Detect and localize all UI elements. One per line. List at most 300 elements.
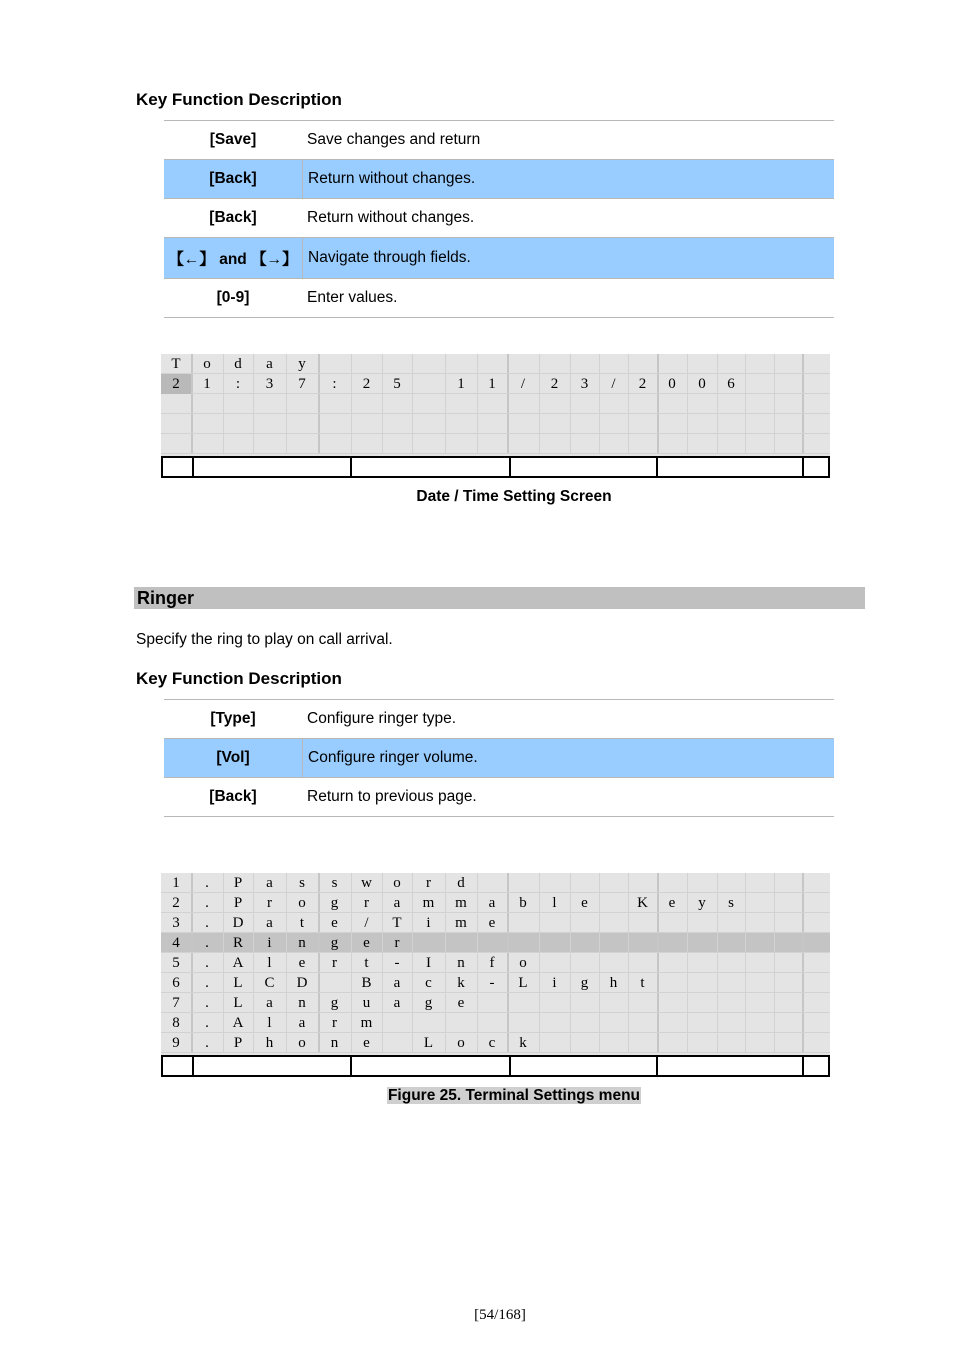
lcd-char: :	[332, 376, 337, 392]
lcd-grid-line	[570, 394, 571, 413]
lcd-grid-line	[657, 933, 659, 952]
lcd-grid-line	[570, 953, 571, 972]
lcd-char: s	[299, 875, 305, 891]
lcd-grid-line	[477, 993, 478, 1012]
lcd-grid-line	[539, 1013, 540, 1032]
lcd-char: e	[668, 895, 676, 911]
lcd-grid-line	[717, 434, 718, 453]
lcd-grid-line	[539, 434, 540, 453]
lcd-grid-line	[802, 1013, 804, 1032]
lcd-char: h	[265, 1035, 274, 1051]
lcd-grid-line	[687, 953, 688, 972]
lcd-grid-line	[774, 913, 775, 932]
lcd-grid-line	[774, 1013, 775, 1032]
page-number: [54/168]	[474, 1307, 526, 1323]
kf1-row	[164, 121, 834, 159]
lcd-char: t	[640, 975, 645, 991]
lcd-char: 7	[172, 995, 180, 1011]
lcd-grid-line	[412, 1013, 413, 1032]
lcd-char: C	[264, 975, 275, 991]
lcd-grid-line	[599, 434, 600, 453]
lcd-char: 3	[265, 376, 274, 392]
lcd-row	[161, 873, 830, 893]
lcd-grid-line	[717, 414, 718, 433]
lcd-char: m	[360, 1015, 373, 1031]
kf1-desc: Enter values.	[307, 289, 398, 306]
lcd-char: 6	[172, 975, 180, 991]
lcd-grid-line	[628, 993, 629, 1012]
lcd-char: 1	[457, 376, 465, 392]
lcd-char: :	[235, 376, 241, 392]
lcd-char: .	[205, 995, 209, 1011]
lcd-grid-line	[687, 1033, 688, 1052]
lcd-grid-line	[717, 973, 718, 992]
lcd-grid-line	[628, 873, 629, 892]
lcd-grid-line	[657, 394, 659, 413]
kf2-desc: Configure ringer volume.	[308, 749, 478, 766]
lcd-grid-line	[802, 953, 804, 972]
lcd-char: 3	[580, 376, 589, 392]
lcd-char: m	[455, 915, 467, 931]
lcd-char: T	[171, 356, 181, 372]
lcd-char: l	[267, 955, 272, 971]
lcd-char: o	[457, 1035, 465, 1051]
lcd-grid-line	[477, 414, 478, 433]
lcd-row	[161, 993, 830, 1013]
key-function-heading-1: Key Function Description	[136, 90, 342, 109]
kf2-row	[164, 738, 834, 778]
lcd-char: t	[299, 915, 305, 931]
kf1-row	[164, 279, 834, 317]
lcd-row	[161, 933, 830, 953]
date-time-lcd-screen	[161, 354, 830, 456]
lcd-char: .	[205, 895, 209, 911]
lcd-grid-line	[628, 394, 629, 413]
lcd-grid-line	[570, 354, 571, 373]
lcd-grid-line	[445, 933, 446, 952]
lcd-grid-line	[570, 993, 571, 1012]
lcd-char: a	[266, 995, 273, 1011]
lcd-grid-line	[477, 354, 478, 373]
lcd-grid-line	[570, 913, 571, 932]
lcd-char: a	[298, 1015, 306, 1031]
ringer-section-header	[134, 587, 865, 609]
lcd-char: e	[457, 995, 465, 1011]
lcd-grid-line	[802, 354, 804, 373]
lcd-grid-line	[802, 973, 804, 992]
lcd-grid-line	[717, 993, 718, 1012]
lcd-grid-line	[445, 414, 446, 433]
terminal-settings-caption-text: Figure 25. Terminal Settings menu	[387, 1087, 641, 1104]
lcd-char: 1	[488, 376, 496, 392]
lcd-char	[382, 1033, 412, 1053]
lcd-grid-line	[539, 993, 540, 1012]
lcd-grid-line	[570, 933, 571, 952]
ringer-title: Ringer	[137, 588, 195, 608]
kf1-row	[164, 199, 834, 237]
lcd-grid-line	[774, 1033, 775, 1052]
lcd-char: I	[426, 955, 431, 971]
softkey-bar-1	[161, 456, 830, 478]
lcd-char: o	[298, 895, 306, 911]
lcd-grid-line	[657, 953, 659, 972]
kf1-desc: Save changes and return	[307, 131, 481, 148]
lcd-grid-line	[477, 434, 478, 453]
lcd-char: .	[205, 955, 209, 971]
lcd-grid-line	[445, 354, 446, 373]
lcd-char: A	[232, 1015, 244, 1031]
lcd-char: i	[267, 935, 272, 951]
lcd-char: r	[426, 875, 431, 891]
lcd-grid-line	[774, 414, 775, 433]
lcd-grid-line	[687, 873, 688, 892]
lcd-char: e	[488, 915, 496, 931]
lcd-char: a	[393, 895, 401, 911]
lcd-char: 6	[727, 376, 735, 392]
lcd-grid-line	[477, 933, 478, 952]
lcd-grid-line	[507, 933, 509, 952]
lcd-grid-line	[802, 414, 804, 433]
lcd-char	[318, 973, 351, 993]
lcd-char: 2	[161, 374, 191, 394]
lcd-grid-line	[507, 394, 509, 413]
lcd-grid-line	[717, 933, 718, 952]
lcd-grid-line	[802, 434, 804, 453]
lcd-grid-line	[657, 993, 659, 1012]
lcd-char: R	[232, 935, 243, 951]
lcd-char: f	[489, 955, 495, 971]
kf2-key: [Type]	[210, 710, 256, 727]
lcd-grid-line	[351, 434, 352, 453]
lcd-char: a	[266, 875, 273, 891]
lcd-grid-line	[802, 913, 804, 932]
terminal-settings-lcd-screen	[161, 873, 830, 1055]
lcd-grid-line	[599, 933, 600, 952]
lcd-row	[161, 1033, 830, 1053]
lcd-grid-line	[657, 354, 659, 373]
kf1-row	[164, 237, 834, 279]
lcd-char: A	[232, 955, 244, 971]
lcd-grid-line	[687, 434, 688, 453]
lcd-grid-line	[318, 354, 320, 373]
lcd-grid-line	[477, 394, 478, 413]
lcd-char: 0	[698, 376, 706, 392]
lcd-char: /	[520, 376, 526, 392]
lcd-char: .	[205, 875, 209, 891]
lcd-char: 8	[172, 1015, 180, 1031]
lcd-grid-line	[539, 873, 540, 892]
lcd-grid-line	[628, 913, 629, 932]
lcd-grid-line	[802, 993, 804, 1012]
lcd-grid-line	[745, 374, 746, 393]
lcd-grid-line	[286, 414, 287, 433]
lcd-grid-line	[223, 394, 224, 413]
lcd-grid-line	[599, 1013, 600, 1032]
lcd-char	[412, 374, 445, 394]
lcd-char: d	[457, 875, 465, 891]
lcd-grid-line	[687, 993, 688, 1012]
date-time-caption: Date / Time Setting Screen	[416, 488, 612, 505]
lcd-char: /	[611, 376, 616, 392]
lcd-grid-line	[599, 993, 600, 1012]
softkey-bar-2	[161, 1055, 830, 1077]
lcd-char: a	[266, 915, 273, 931]
lcd-grid-line	[351, 354, 352, 373]
lcd-grid-line	[657, 434, 659, 453]
softkey-divider	[192, 458, 194, 476]
lcd-char: n	[298, 995, 306, 1011]
lcd-char: e	[298, 955, 306, 971]
lcd-char: B	[361, 975, 372, 991]
lcd-grid-line	[802, 1033, 804, 1052]
lcd-grid-line	[745, 973, 746, 992]
lcd-char: g	[330, 935, 339, 951]
lcd-grid-line	[507, 434, 509, 453]
lcd-grid-line	[687, 354, 688, 373]
lcd-grid-line	[745, 434, 746, 453]
lcd-char: L	[423, 1035, 434, 1051]
lcd-grid-line	[507, 873, 509, 892]
softkey-divider	[509, 458, 511, 476]
lcd-grid-line	[745, 1033, 746, 1052]
lcd-char: c	[488, 1035, 496, 1051]
lcd-char: o	[203, 356, 211, 372]
lcd-char: .	[205, 1035, 209, 1051]
lcd-grid-line	[599, 953, 600, 972]
lcd-char: L	[233, 975, 243, 991]
lcd-char: w	[361, 875, 372, 891]
lcd-grid-line	[745, 913, 746, 932]
kf1-key: [Back]	[209, 209, 257, 226]
lcd-grid-line	[570, 414, 571, 433]
lcd-grid-line	[412, 933, 413, 952]
lcd-char: 4	[172, 935, 180, 951]
lcd-grid-line	[382, 354, 383, 373]
lcd-row	[161, 374, 830, 394]
lcd-grid-line	[507, 414, 509, 433]
kf1-key: 【←】 and 【→】	[164, 238, 303, 278]
lcd-grid-line	[717, 354, 718, 373]
lcd-char: /	[364, 915, 369, 931]
lcd-grid-line	[802, 933, 804, 952]
lcd-grid-line	[445, 434, 446, 453]
lcd-grid-line	[191, 414, 193, 433]
lcd-char: a	[266, 356, 273, 372]
lcd-char: o	[519, 955, 527, 971]
lcd-grid-line	[774, 873, 775, 892]
lcd-char: a	[488, 895, 496, 911]
lcd-char: o	[298, 1035, 306, 1051]
kf2-desc: Return to previous page.	[307, 788, 477, 805]
softkey-divider	[656, 458, 658, 476]
lcd-grid-line	[657, 873, 659, 892]
lcd-char: D	[296, 975, 308, 991]
lcd-grid-line	[802, 873, 804, 892]
lcd-char: P	[233, 1035, 243, 1051]
lcd-grid-line	[253, 434, 254, 453]
lcd-grid-line	[599, 414, 600, 433]
lcd-char: y	[698, 895, 706, 911]
lcd-char: y	[298, 356, 306, 372]
lcd-char: g	[330, 895, 339, 911]
lcd-grid-line	[628, 434, 629, 453]
lcd-grid-line	[802, 893, 804, 912]
lcd-grid-line	[253, 394, 254, 413]
lcd-char: d	[234, 356, 242, 372]
lcd-grid-line	[599, 394, 600, 413]
lcd-grid-line	[412, 414, 413, 433]
lcd-grid-line	[477, 873, 478, 892]
kf1-row	[164, 159, 834, 199]
lcd-row	[161, 414, 830, 434]
lcd-grid-line	[687, 973, 688, 992]
lcd-grid-line	[507, 993, 509, 1012]
lcd-char: k	[457, 975, 465, 991]
lcd-grid-line	[507, 1013, 509, 1032]
lcd-char: r	[332, 955, 337, 971]
lcd-grid-line	[687, 913, 688, 932]
kf2-row	[164, 700, 834, 738]
lcd-char: .	[205, 975, 209, 991]
lcd-char: h	[609, 975, 618, 991]
lcd-char: g	[424, 995, 433, 1011]
lcd-grid-line	[351, 414, 352, 433]
lcd-grid-line	[717, 1013, 718, 1032]
kf2-desc: Configure ringer type.	[307, 710, 457, 727]
softkey-divider	[802, 1057, 804, 1075]
lcd-char: 2	[362, 376, 371, 392]
lcd-grid-line	[351, 394, 352, 413]
key-function-heading-2: Key Function Description	[136, 669, 342, 688]
kf1-desc: Return without changes.	[308, 170, 476, 187]
lcd-char	[599, 893, 628, 913]
lcd-grid-line	[687, 1013, 688, 1032]
lcd-char: .	[205, 915, 209, 931]
lcd-char: 2	[172, 895, 180, 911]
lcd-grid-line	[539, 1033, 540, 1052]
lcd-grid-line	[318, 414, 320, 433]
lcd-char: b	[519, 895, 527, 911]
lcd-grid-line	[717, 873, 718, 892]
lcd-grid-line	[412, 354, 413, 373]
lcd-grid-line	[599, 1033, 600, 1052]
kf1-key: [0-9]	[216, 289, 250, 306]
lcd-char: e	[363, 935, 370, 951]
lcd-row	[161, 973, 830, 993]
lcd-grid-line	[687, 933, 688, 952]
lcd-grid-line	[286, 394, 287, 413]
lcd-grid-line	[507, 913, 509, 932]
lcd-char: D	[232, 915, 244, 931]
lcd-char: s	[728, 895, 734, 911]
lcd-grid-line	[717, 953, 718, 972]
lcd-grid-line	[717, 913, 718, 932]
lcd-grid-line	[774, 953, 775, 972]
lcd-char: l	[267, 1015, 272, 1031]
lcd-grid-line	[445, 1013, 446, 1032]
lcd-grid-line	[628, 1013, 629, 1032]
kf2-row	[164, 778, 834, 816]
lcd-char: 7	[298, 376, 306, 392]
lcd-char: 5	[172, 955, 180, 971]
lcd-char: g	[580, 975, 589, 991]
lcd-grid-line	[657, 414, 659, 433]
lcd-grid-line	[445, 394, 446, 413]
lcd-grid-line	[599, 873, 600, 892]
softkey-divider	[509, 1057, 511, 1075]
lcd-grid-line	[717, 1033, 718, 1052]
lcd-grid-line	[774, 374, 775, 393]
lcd-char: g	[330, 995, 339, 1011]
lcd-grid-line	[717, 394, 718, 413]
lcd-char: -	[394, 955, 400, 971]
lcd-char: a	[393, 975, 401, 991]
lcd-char: a	[393, 995, 401, 1011]
lcd-grid-line	[628, 953, 629, 972]
key-function-table-2	[164, 699, 834, 817]
lcd-char: L	[233, 995, 243, 1011]
lcd-grid-line	[539, 354, 540, 373]
lcd-char: 3	[172, 915, 180, 931]
lcd-row	[161, 1013, 830, 1033]
lcd-grid-line	[774, 434, 775, 453]
lcd-grid-line	[657, 1013, 659, 1032]
lcd-row	[161, 434, 830, 454]
lcd-char: k	[519, 1035, 527, 1051]
lcd-grid-line	[745, 873, 746, 892]
lcd-grid-line	[477, 1013, 478, 1032]
lcd-grid-line	[318, 434, 320, 453]
lcd-grid-line	[570, 1013, 571, 1032]
lcd-char: K	[637, 895, 648, 911]
lcd-grid-line	[599, 913, 600, 932]
lcd-char: e	[363, 1035, 370, 1051]
lcd-char: s	[331, 875, 338, 891]
lcd-grid-line	[318, 394, 320, 413]
lcd-grid-line	[745, 394, 746, 413]
lcd-char: P	[233, 895, 243, 911]
kf1-desc: Navigate through fields.	[308, 249, 471, 266]
lcd-grid-line	[687, 414, 688, 433]
lcd-char: n	[298, 935, 306, 951]
lcd-grid-line	[802, 394, 804, 413]
lcd-grid-line	[745, 414, 746, 433]
lcd-grid-line	[628, 354, 629, 373]
lcd-grid-line	[191, 434, 193, 453]
lcd-grid-line	[223, 414, 224, 433]
lcd-grid-line	[745, 1013, 746, 1032]
ringer-description: Specify the ring to play on call arrival.	[136, 631, 393, 648]
kf1-desc: Return without changes.	[307, 209, 475, 226]
lcd-grid-line	[253, 414, 254, 433]
lcd-char: o	[393, 875, 401, 891]
lcd-char: c	[425, 975, 432, 991]
lcd-grid-line	[382, 394, 383, 413]
lcd-char: r	[394, 935, 400, 951]
key-function-table-1	[164, 120, 834, 318]
lcd-row	[161, 953, 830, 973]
lcd-row	[161, 913, 830, 933]
lcd-grid-line	[412, 434, 413, 453]
lcd-grid-line	[191, 394, 193, 413]
lcd-char: L	[518, 975, 528, 991]
lcd-char: m	[422, 895, 435, 911]
lcd-grid-line	[745, 993, 746, 1012]
lcd-grid-line	[745, 893, 746, 912]
softkey-divider	[192, 1057, 194, 1075]
lcd-grid-line	[628, 414, 629, 433]
lcd-char: e	[331, 915, 338, 931]
